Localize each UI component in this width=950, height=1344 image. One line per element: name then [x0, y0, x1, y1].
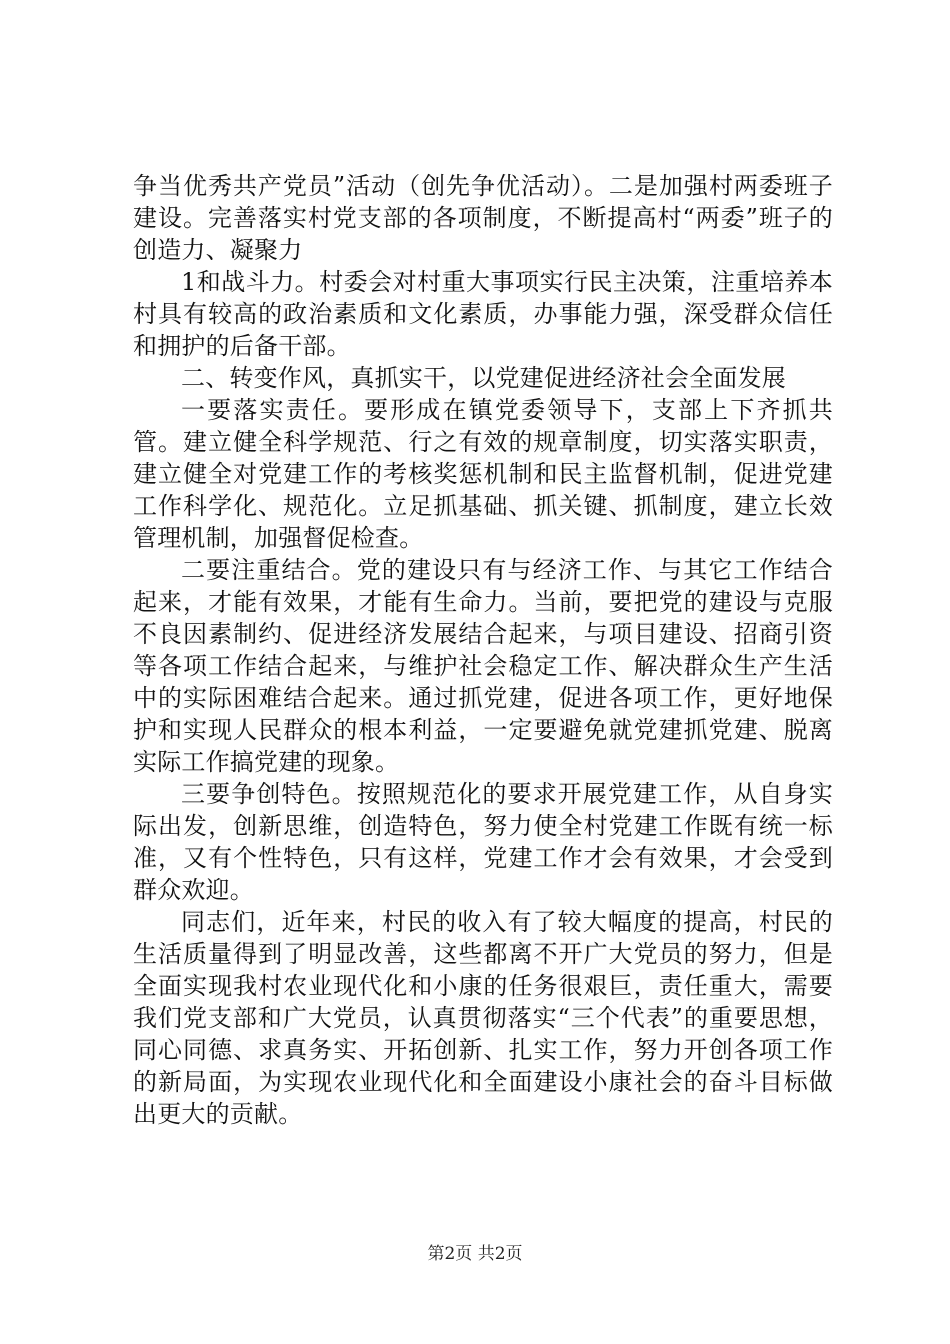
- page-number: 第2页 共2页: [427, 1244, 523, 1264]
- paragraph-7: 同志们，近年来，村民的收入有了较大幅度的提高，村民的生活质量得到了明显改善，这些都离不开广大党员的努力，但是全面实现我村农业现代化和小康的任务很艰巨，责任重大，需要我们党支部和广大党员，认真贯彻落实“三个代表”的重要思想，同心同德、求真务实、开拓创新、扎实工作，努力开创各项工作的新局面，为实现农业现代化和全面建设小康社会的奋斗目标做出更大的贡献。: [133, 908, 833, 1128]
- paragraph-4: 一要落实责任。要形成在镇党委领导下，支部上下齐抓共管。建立健全科学规范、行之有效的规章制度，切实落实职责，建立健全对党建工作的考核奖惩机制和民主监督机制，促进党建工作科学化、规范化。立足抓基础、抓关键、抓制度，建立长效管理机制，加强督促检查。: [133, 396, 833, 552]
- page-footer: [0, 1243, 950, 1265]
- paragraph-5: 二要注重结合。党的建设只有与经济工作、与其它工作结合起来，才能有效果，才能有生命力。当前，要把党的建设与克服不良因素制约、促进经济发展结合起来，与项目建设、招商引资等各项工作结合起来，与维护社会稳定工作、解决群众生产生活中的实际困难结合起来。通过抓党建，促进各项工作，更好地保护和实现人民群众的根本利益，一定要避免就党建抓党建、脱离实际工作搞党建的现象。: [133, 556, 833, 776]
- section-heading: 二、转变作风，真抓实干，以党建促进经济社会全面发展: [181, 364, 786, 392]
- paragraph-2: 1和战斗力。村委会对村重大事项实行民主决策，注重培养本村具有较高的政治素质和文化素质，办事能力强，深受群众信任和拥护的后备干部。: [133, 268, 833, 360]
- paragraph-6: 三要争创特色。按照规范化的要求开展党建工作，从自身实际出发，创新思维，创造特色，努力使全村党建工作既有统一标准，又有个性特色，只有这样，党建工作才会有效果，才会受到群众欢迎。: [133, 780, 833, 904]
- body-text: [133, 170, 833, 1130]
- paragraph-1: 争当优秀共产党员”活动（创先争优活动）。二是加强村两委班子建设。完善落实村党支部的各项制度，不断提高村“两委”班子的创造力、凝聚力: [133, 172, 833, 264]
